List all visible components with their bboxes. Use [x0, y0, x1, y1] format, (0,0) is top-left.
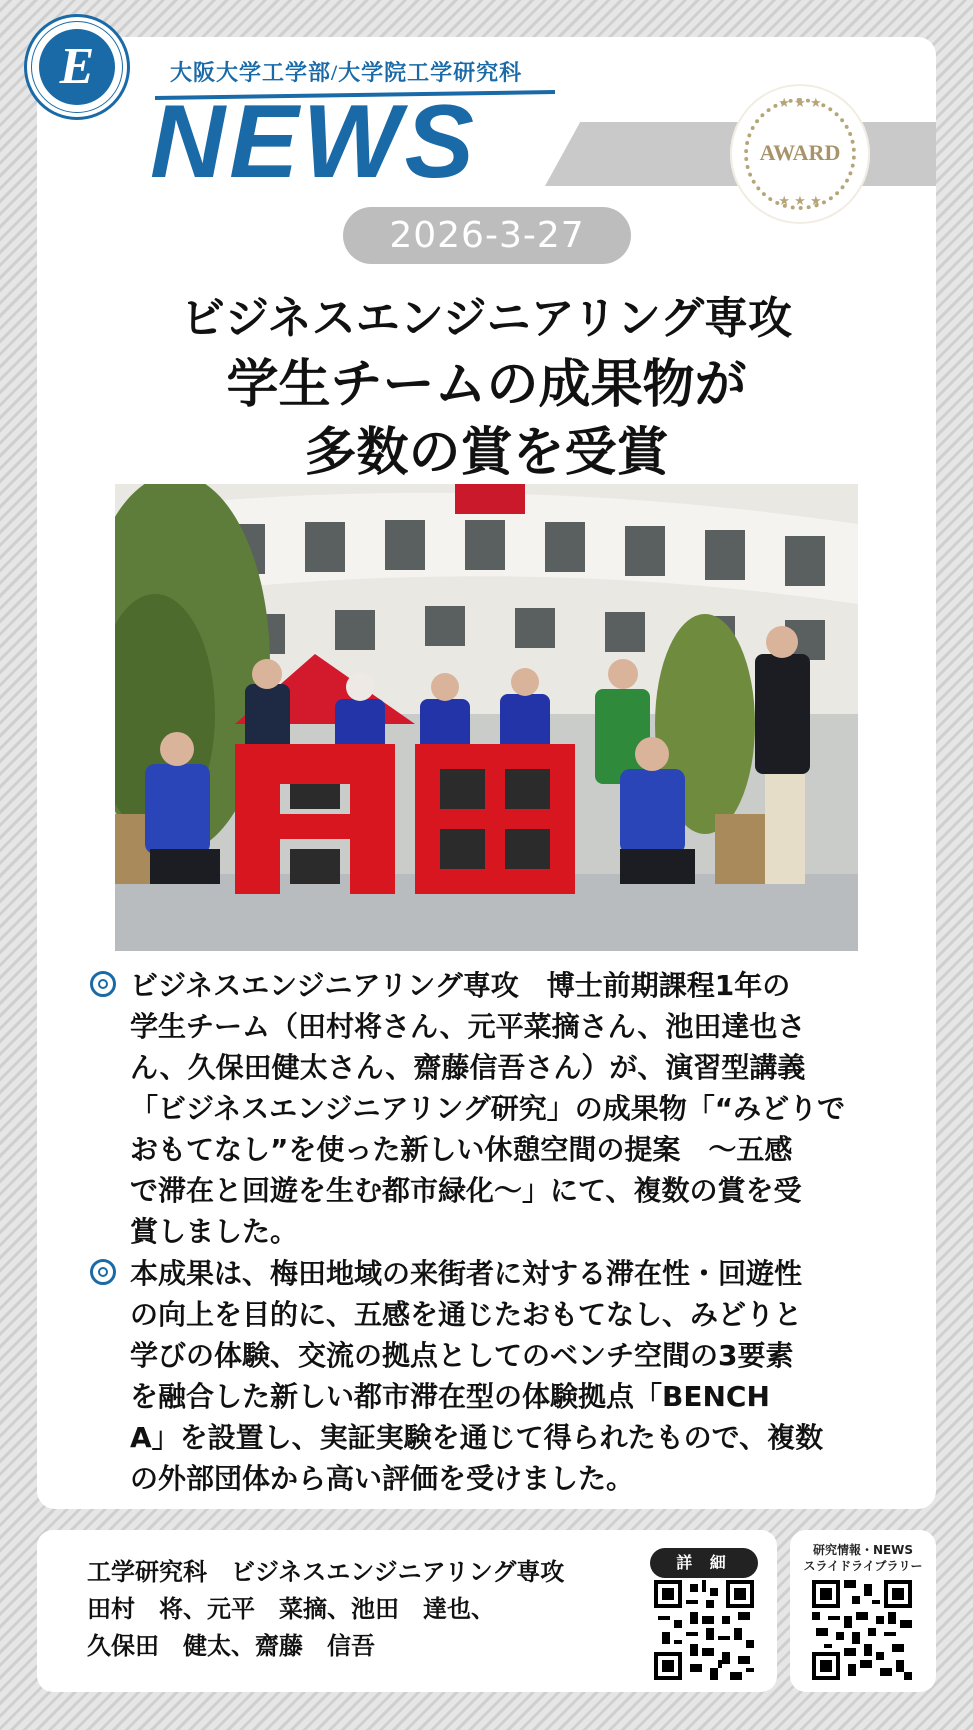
paragraph-line: の外部団体から高い評価を受けました。: [130, 1462, 635, 1495]
university-emblem-logo: [24, 14, 130, 120]
paragraph-1: [90, 965, 890, 1252]
award-badge: [730, 84, 870, 224]
detail-label: 詳 細: [650, 1548, 758, 1578]
award-label: AWARD: [759, 140, 841, 165]
library-label-line-1: 研究情報・NEWS: [812, 1543, 914, 1557]
paragraph-line: 本成果は、梅田地域の来街者に対する滞在性・回遊性: [130, 1257, 803, 1290]
footer-members-2: 久保田 健太、齋藤 信吾: [87, 1632, 375, 1660]
bullet-icon: [90, 971, 116, 997]
bullet-icon: [90, 1259, 116, 1285]
paragraph-line: ビジネスエンジニアリング専攻 博士前期課程1年の: [130, 969, 791, 1002]
paragraph-line: で滞在と回遊を生む都市緑化～」にて、複数の賞を受: [130, 1174, 802, 1207]
detail-qr-code[interactable]: [654, 1580, 754, 1680]
stars-icon: ★ ★ ★: [778, 194, 822, 209]
stars-icon: ★ ★ ★: [778, 96, 822, 111]
emblem-letter: E: [39, 29, 115, 105]
title-line-3: 多数の賞を受賞: [304, 423, 669, 483]
paragraph-line: 賞しました。: [130, 1215, 299, 1248]
library-label: [790, 1542, 936, 1574]
footer-members-1: 田村 将、元平 菜摘、池田 達也、: [87, 1595, 495, 1623]
title-line-2: 学生チームの成果物が: [226, 355, 747, 415]
paragraph-line: 「ビジネスエンジニアリング研究」の成果物「“みどりで: [130, 1092, 846, 1125]
paragraph-line: A」を設置し、実証実験を通じて得られたもので、複数: [130, 1421, 824, 1454]
library-label-line-2: スライドライブラリー: [803, 1559, 923, 1573]
footer-department: 工学研究科 ビジネスエンジニアリング専攻: [87, 1558, 565, 1586]
paragraph-line: 学びの体験、交流の拠点としてのベンチ空間の3要素: [130, 1339, 794, 1372]
paragraph-line: の向上を目的に、五感を通じたおもてなし、みどりと: [130, 1298, 803, 1331]
team-photo: [115, 484, 858, 951]
date-badge: 2026-3-27: [343, 207, 631, 264]
title-line-1: ビジネスエンジニアリング専攻: [181, 293, 792, 344]
paragraph-line: ん、久保田健太さん、齋藤信吾さん）が、演習型講義: [130, 1051, 806, 1084]
library-qr-code[interactable]: [812, 1580, 912, 1680]
university-name: 大阪大学工学部/大学院工学研究科: [170, 60, 523, 85]
paragraph-line: おもてなし”を使った新しい休憩空間の提案 ～五感: [130, 1133, 793, 1166]
news-logo: NEWS: [150, 84, 478, 200]
paragraph-line: 学生チーム（田村将さん、元平菜摘さん、池田達也さ: [130, 1010, 806, 1043]
paragraph-line: を融合した新しい都市滞在型の体験拠点「BENCH: [130, 1380, 770, 1413]
paragraph-2: [90, 1253, 890, 1499]
